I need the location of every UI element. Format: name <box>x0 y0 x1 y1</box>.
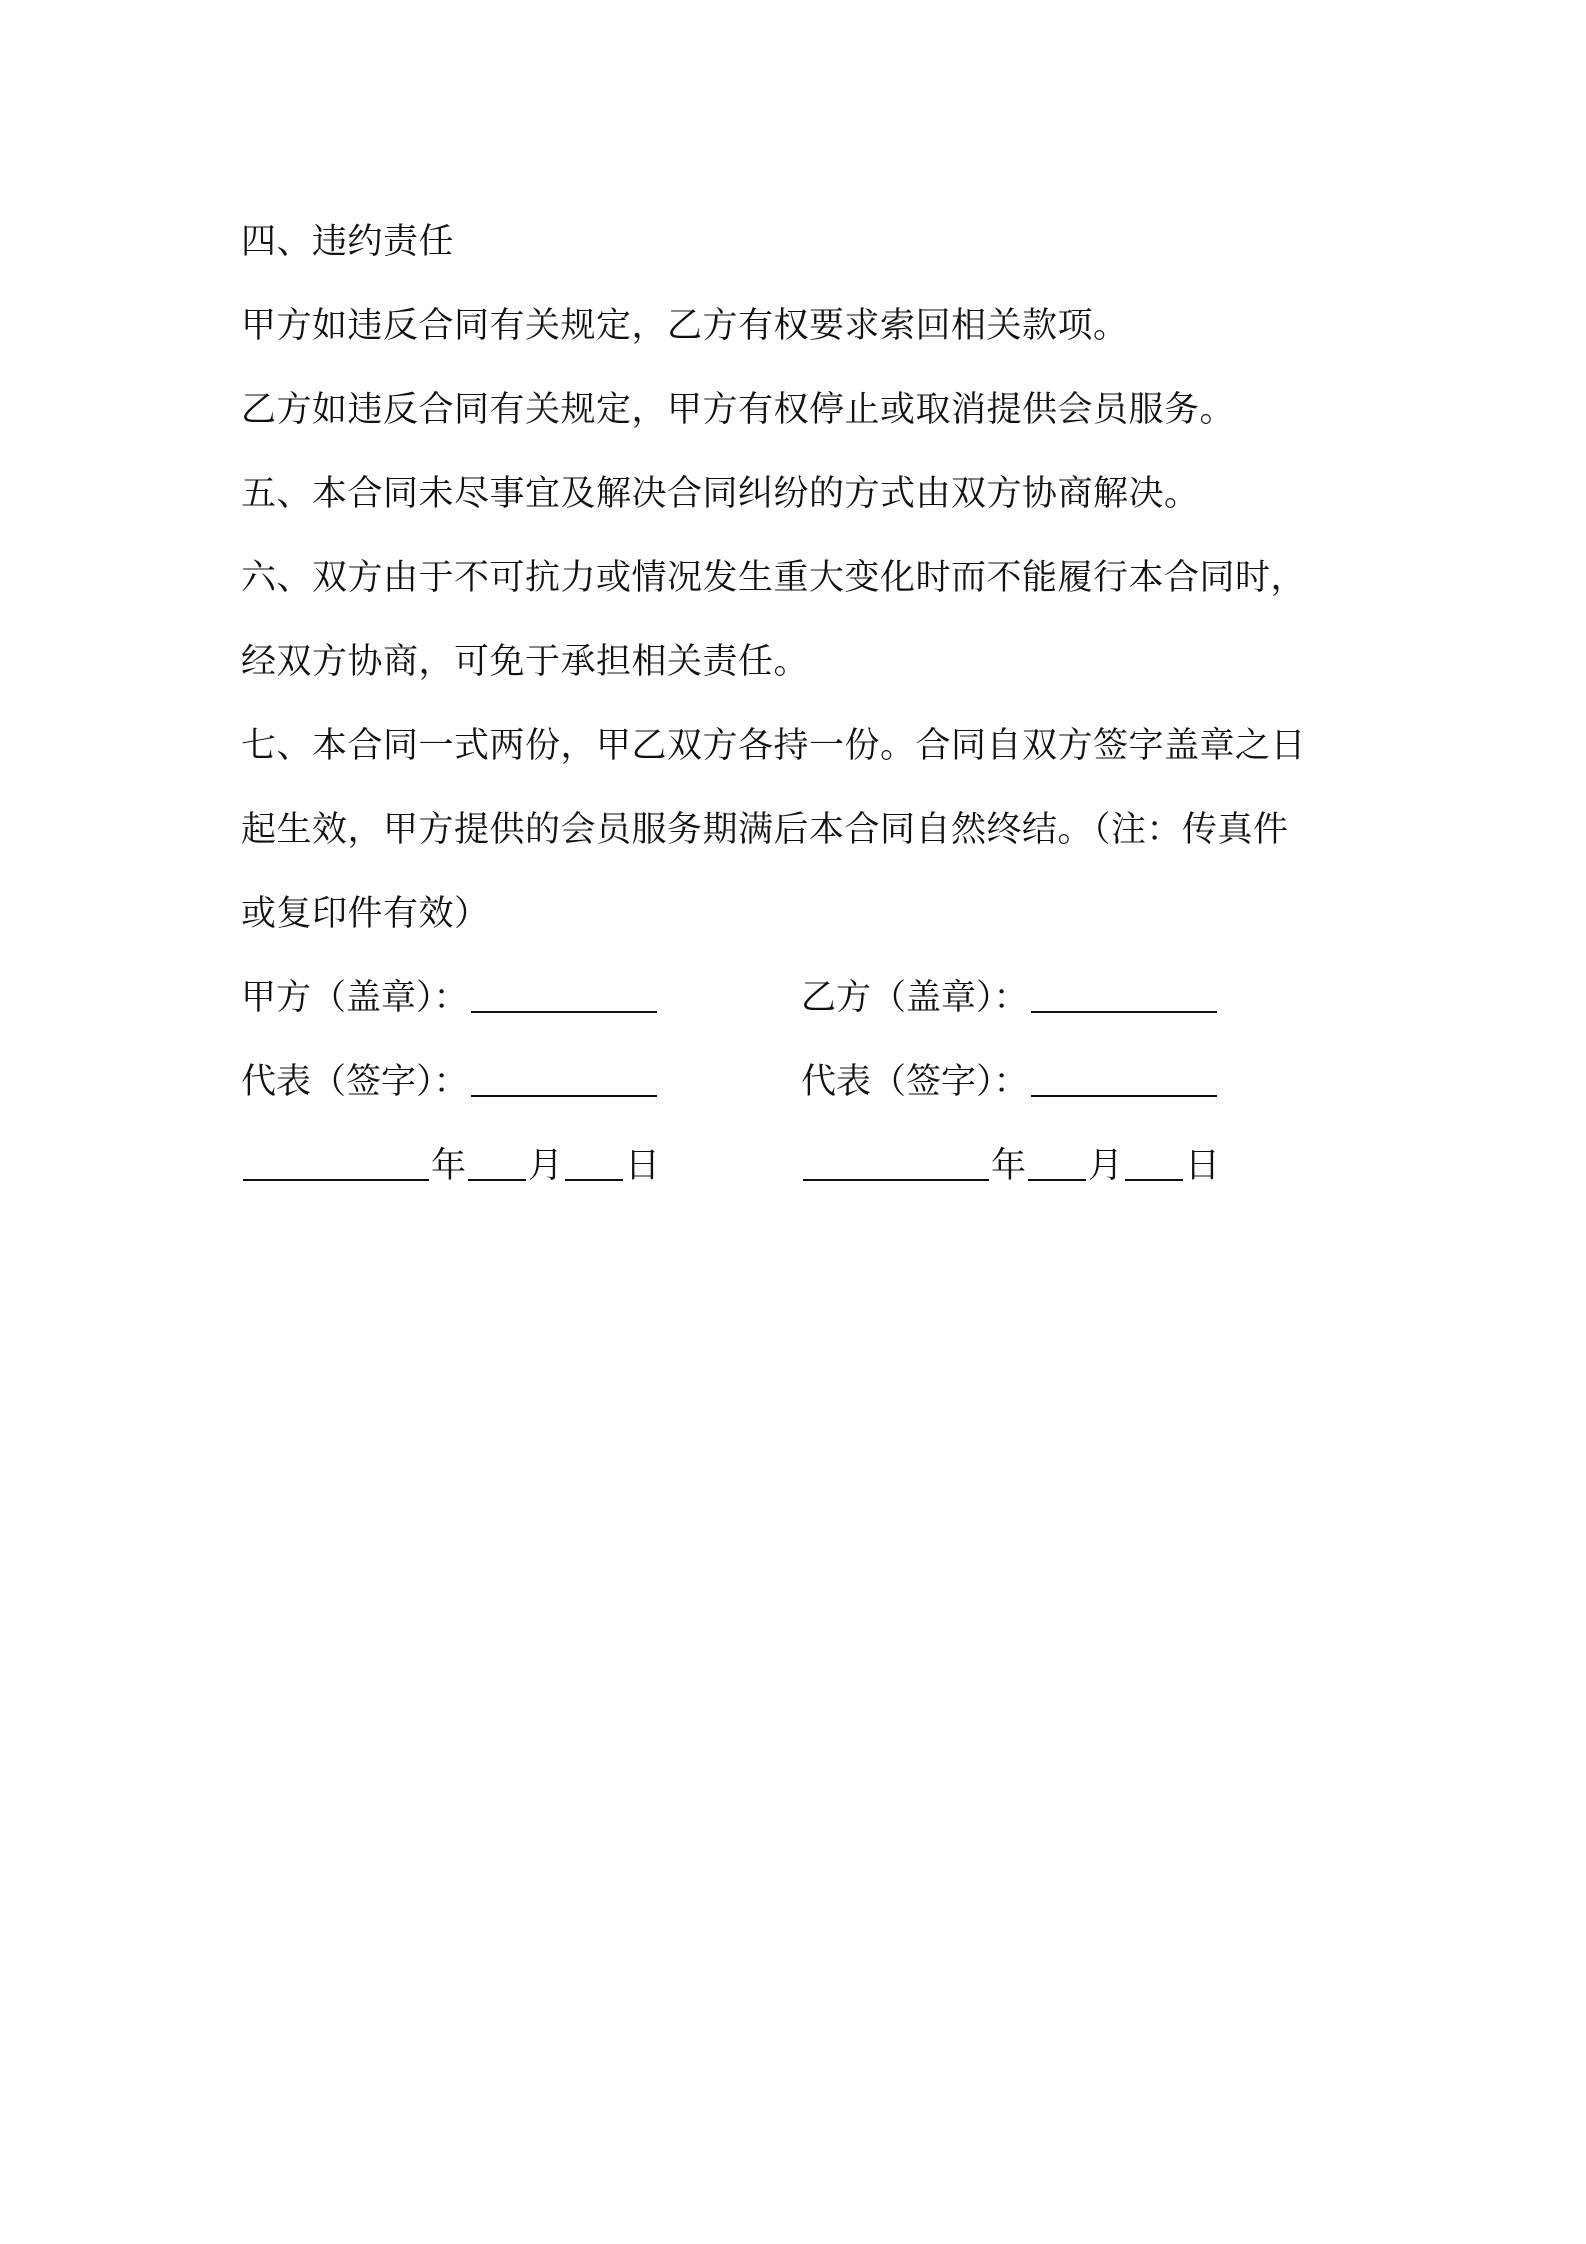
party-a-seal-label: 甲方（盖章）： <box>241 978 469 1018</box>
section-7-line-1: 七、本合同一式两份，甲乙双方各持一份。合同自双方签字盖章之日 <box>241 726 1307 766</box>
party-a-date <box>241 1124 801 1208</box>
section-5-paragraph: 五、本合同未尽事宜及解决合同纠纷的方式由双方协商解决。 <box>241 474 1200 514</box>
day-label: 日 <box>1185 1146 1221 1186</box>
month-label: 月 <box>528 1146 564 1186</box>
month-label: 月 <box>1088 1146 1124 1186</box>
party-b-signature-field[interactable] <box>1031 1067 1217 1097</box>
section-4-paragraph-1: 甲方如违反合同有关规定，乙方有权要求索回相关款项。 <box>241 306 1129 346</box>
section-6-line-1: 六、双方由于不可抗力或情况发生重大变化时而不能履行本合同时， <box>241 558 1307 598</box>
party-b-seal <box>801 956 1361 1040</box>
party-b-year-field[interactable] <box>803 1151 989 1181</box>
party-b-rep-label: 代表（签字）： <box>801 1062 1029 1102</box>
party-a-seal-field[interactable] <box>471 983 657 1013</box>
party-b-representative <box>801 1040 1361 1124</box>
section-6-line-2: 经双方协商，可免于承担相关责任。 <box>241 642 810 682</box>
section-4-heading: 四、违约责任 <box>241 222 455 262</box>
document-body <box>241 200 1361 1208</box>
party-b-day-field[interactable] <box>1125 1151 1183 1181</box>
party-a-year-field[interactable] <box>243 1151 429 1181</box>
day-label: 日 <box>625 1146 661 1186</box>
section-4-paragraph-2: 乙方如违反合同有关规定，甲方有权停止或取消提供会员服务。 <box>241 390 1236 430</box>
seal-row <box>241 956 1361 1040</box>
party-b-seal-label: 乙方（盖章）： <box>801 978 1029 1018</box>
date-row <box>241 1124 1361 1208</box>
year-label: 年 <box>991 1146 1027 1186</box>
section-7-line-2: 起生效，甲方提供的会员服务期满后本合同自然终结。（注：传真件 <box>241 810 1289 850</box>
representative-row <box>241 1040 1361 1124</box>
party-a-rep-label: 代表（签字）： <box>241 1062 469 1102</box>
year-label: 年 <box>431 1146 467 1186</box>
section-7-line-3: 或复印件有效） <box>241 894 490 934</box>
party-b-seal-field[interactable] <box>1031 983 1217 1013</box>
party-a-seal <box>241 956 801 1040</box>
party-a-signature-field[interactable] <box>471 1067 657 1097</box>
party-a-day-field[interactable] <box>565 1151 623 1181</box>
party-a-month-field[interactable] <box>468 1151 526 1181</box>
party-b-date <box>801 1124 1361 1208</box>
party-b-month-field[interactable] <box>1028 1151 1086 1181</box>
party-a-representative <box>241 1040 801 1124</box>
